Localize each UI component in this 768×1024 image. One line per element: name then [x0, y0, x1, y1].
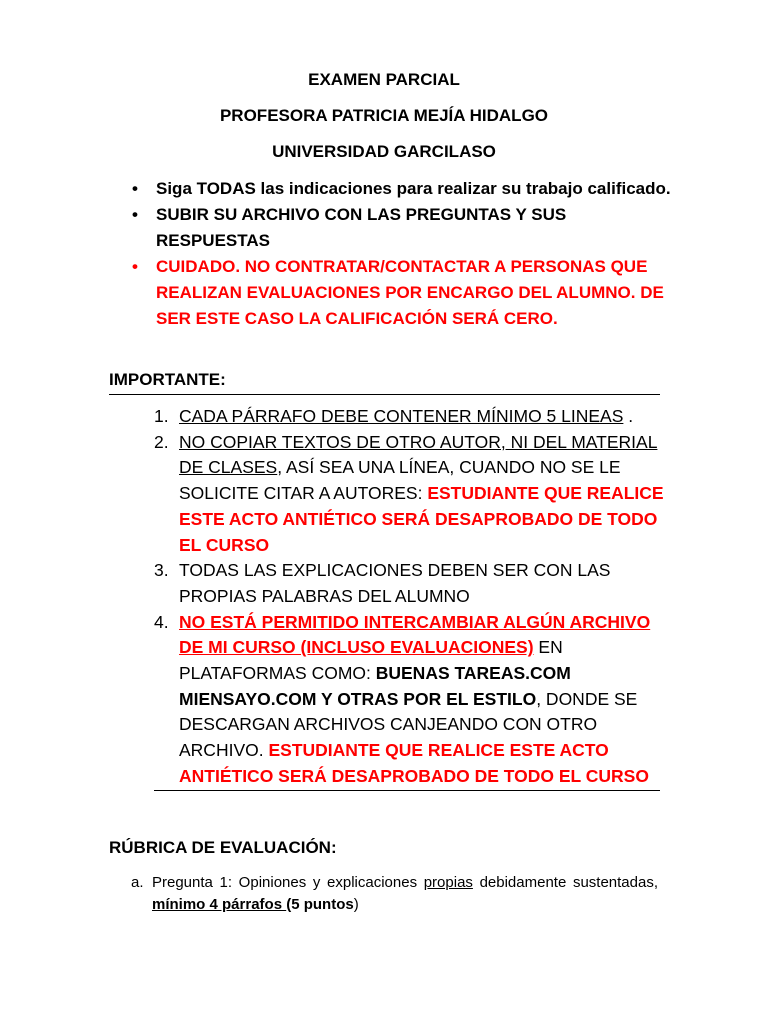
rule-text: EN PLATAFORMAS COMO:: [179, 637, 563, 684]
list-item: [154, 558, 664, 609]
rubric-text: Pregunta 1: Opiniones y explicaciones: [152, 874, 424, 891]
list-item: [132, 176, 672, 202]
list-item: [132, 202, 672, 254]
rubric-points: 5 puntos: [291, 896, 354, 913]
list-item: [131, 872, 658, 916]
list-item: [154, 430, 664, 559]
list-item: [132, 254, 672, 332]
warning-text: NO ESTÁ PERMITIDO INTERCAMBIAR ALGÚN ARCHIVO DE MI CURSO (INCLUSO EVALUACIONES): [179, 611, 651, 658]
warning-text: ESTUDIANTE QUE REALICE ESTE ACTO ANTIÉTICO SERÁ DESAPROBADO DE TODO EL CURSO: [179, 740, 649, 786]
paren-close: ): [353, 896, 359, 913]
rubric-list: [131, 872, 658, 916]
item-number: 3.: [154, 560, 169, 581]
university-name: UNIVERSIDAD GARCILASO: [272, 142, 496, 161]
list-item: [154, 610, 664, 790]
list-item: [154, 404, 664, 430]
divider: [109, 394, 660, 395]
rule-text-cont: , DONDE SE DESCARGAN ARCHIVOS CANJEANDO CON OTRO ARCHIVO.: [179, 688, 638, 761]
rubric-emphasis: propias: [423, 874, 473, 891]
rubric-requirement: mínimo 4 párrafos: [152, 896, 287, 913]
bullet-icon: •: [132, 257, 138, 276]
instruction-text: Siga TODAS las indicaciones para realizar su trabajo calificado.: [156, 179, 671, 198]
warning-text: ESTUDIANTE QUE REALICE ESTE ACTO ANTIÉTICO SERÁ DESAPROBADO DE TODO EL CURSO: [179, 483, 664, 555]
platforms-text: BUENAS TAREAS.COM MIENSAYO.COM Y OTRAS POR EL ESTILO: [179, 663, 571, 709]
rule-text: NO COPIAR TEXTOS DE OTRO AUTOR, NI DEL MATERIAL DE CLASES: [179, 431, 658, 478]
divider: [154, 790, 660, 791]
rubric-heading: RÚBRICA DE EVALUACIÓN:: [109, 838, 337, 857]
paren-open: (: [286, 896, 292, 913]
bullet-icon: •: [132, 205, 138, 224]
important-heading: IMPORTANTE:: [109, 370, 226, 389]
instruction-text: SUBIR SU ARCHIVO CON LAS PREGUNTAS Y SUS RESPUESTAS: [156, 205, 567, 250]
item-number: 1.: [154, 406, 169, 426]
instructions-list: [132, 176, 672, 332]
teacher-name: PROFESORA PATRICIA MEJÍA HIDALGO: [219, 106, 549, 125]
item-number: 2.: [154, 431, 169, 452]
warning-text: CUIDADO. NO CONTRATAR/CONTACTAR A PERSONAS QUE REALIZAN EVALUACIONES POR ENCARGO DEL ALUMNO. DE SER ESTE CASO LA CALIFICACIÓN SERÁ CERO.: [156, 257, 664, 328]
item-letter: a.: [131, 874, 144, 891]
bullet-icon: •: [132, 179, 138, 198]
rule-text-tail: .: [623, 406, 634, 426]
important-list: [154, 404, 664, 790]
rubric-text-cont: debidamente sustentadas,: [472, 874, 659, 891]
exam-title: EXAMEN PARCIAL: [308, 70, 460, 89]
rule-text-cont: , ASÍ SEA UNA LÍNEA, CUANDO NO SE LE SOLICITE CITAR A AUTORES:: [179, 457, 621, 504]
rule-text: TODAS LAS EXPLICACIONES DEBEN SER CON LAS PROPIAS PALABRAS DEL ALUMNO: [179, 560, 611, 606]
rule-text: CADA PÁRRAFO DEBE CONTENER MÍNIMO 5 LINEAS: [179, 406, 624, 426]
item-number: 4.: [154, 611, 169, 632]
